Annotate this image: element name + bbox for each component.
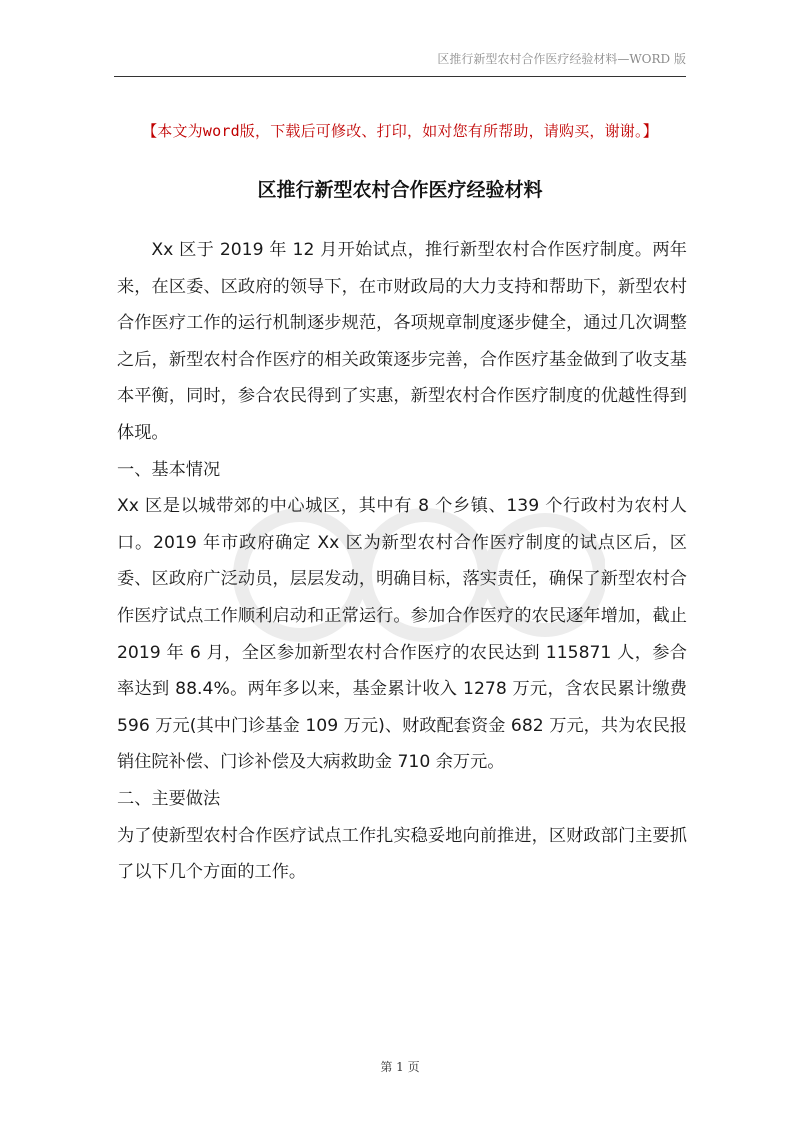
section-heading-main-practices: 二、主要做法 [117, 788, 221, 809]
intro-paragraph: Xx 区于 2019 年 12 月开始试点，推行新型农村合作医疗制度。两年来，在区委、区政府的领导下，在市财政局的大力支持和帮助下，新型农村合作医疗工作的运行机制逐步规范，各项规章制度逐步健全，通过几次调整之后，新型农村合作医疗的相关政策逐步完善，合作医疗基金做到了收支基本平衡，同时，参合农民得到了实惠，新型农村合作医疗制度的优越性得到体现。 [117, 240, 687, 443]
download-notice: 【本文为word版，下载后可修改、打印，如对您有所帮助，请购买，谢谢。】 [142, 122, 658, 140]
document-title: 区推行新型农村合作医疗经验材料 [257, 179, 543, 201]
header-divider [114, 76, 686, 77]
running-header: 区推行新型农村合作医疗经验材料—WORD 版 [437, 52, 686, 66]
document-body [117, 232, 687, 891]
main-practices-paragraph: 为了使新型农村合作医疗试点工作扎实稳妥地向前推进，区财政部门主要抓了以下几个方面的工作。 [117, 825, 687, 883]
basic-situation-paragraph: Xx 区是以城带郊的中心城区，其中有 8 个乡镇、139 个行政村为农村人口。2019 年市政府确定 Xx 区为新型农村合作医疗制度的试点区后，区委、区政府广泛动员，层层发动，明确目标，落实责任，确保了新型农村合作医疗试点工作顺利启动和正常运行。参加合作医疗的农民逐年增加，截止 2019 年 6 月，全区参加新型农村合作医疗的农民达到 115871 人，参合率达到 88.4%。两年多以来，基金累计收入 1278 万元，含农民累计缴费 596 万元(其中门诊基金 109 万元)、财政配套资金 682 万元，共为农民报销住院补偿、门诊补偿及大病救助金 710 余万元。 [117, 496, 687, 773]
page-number: 第 1 页 [380, 1060, 420, 1074]
section-heading-basic-situation: 一、基本情况 [117, 459, 221, 480]
